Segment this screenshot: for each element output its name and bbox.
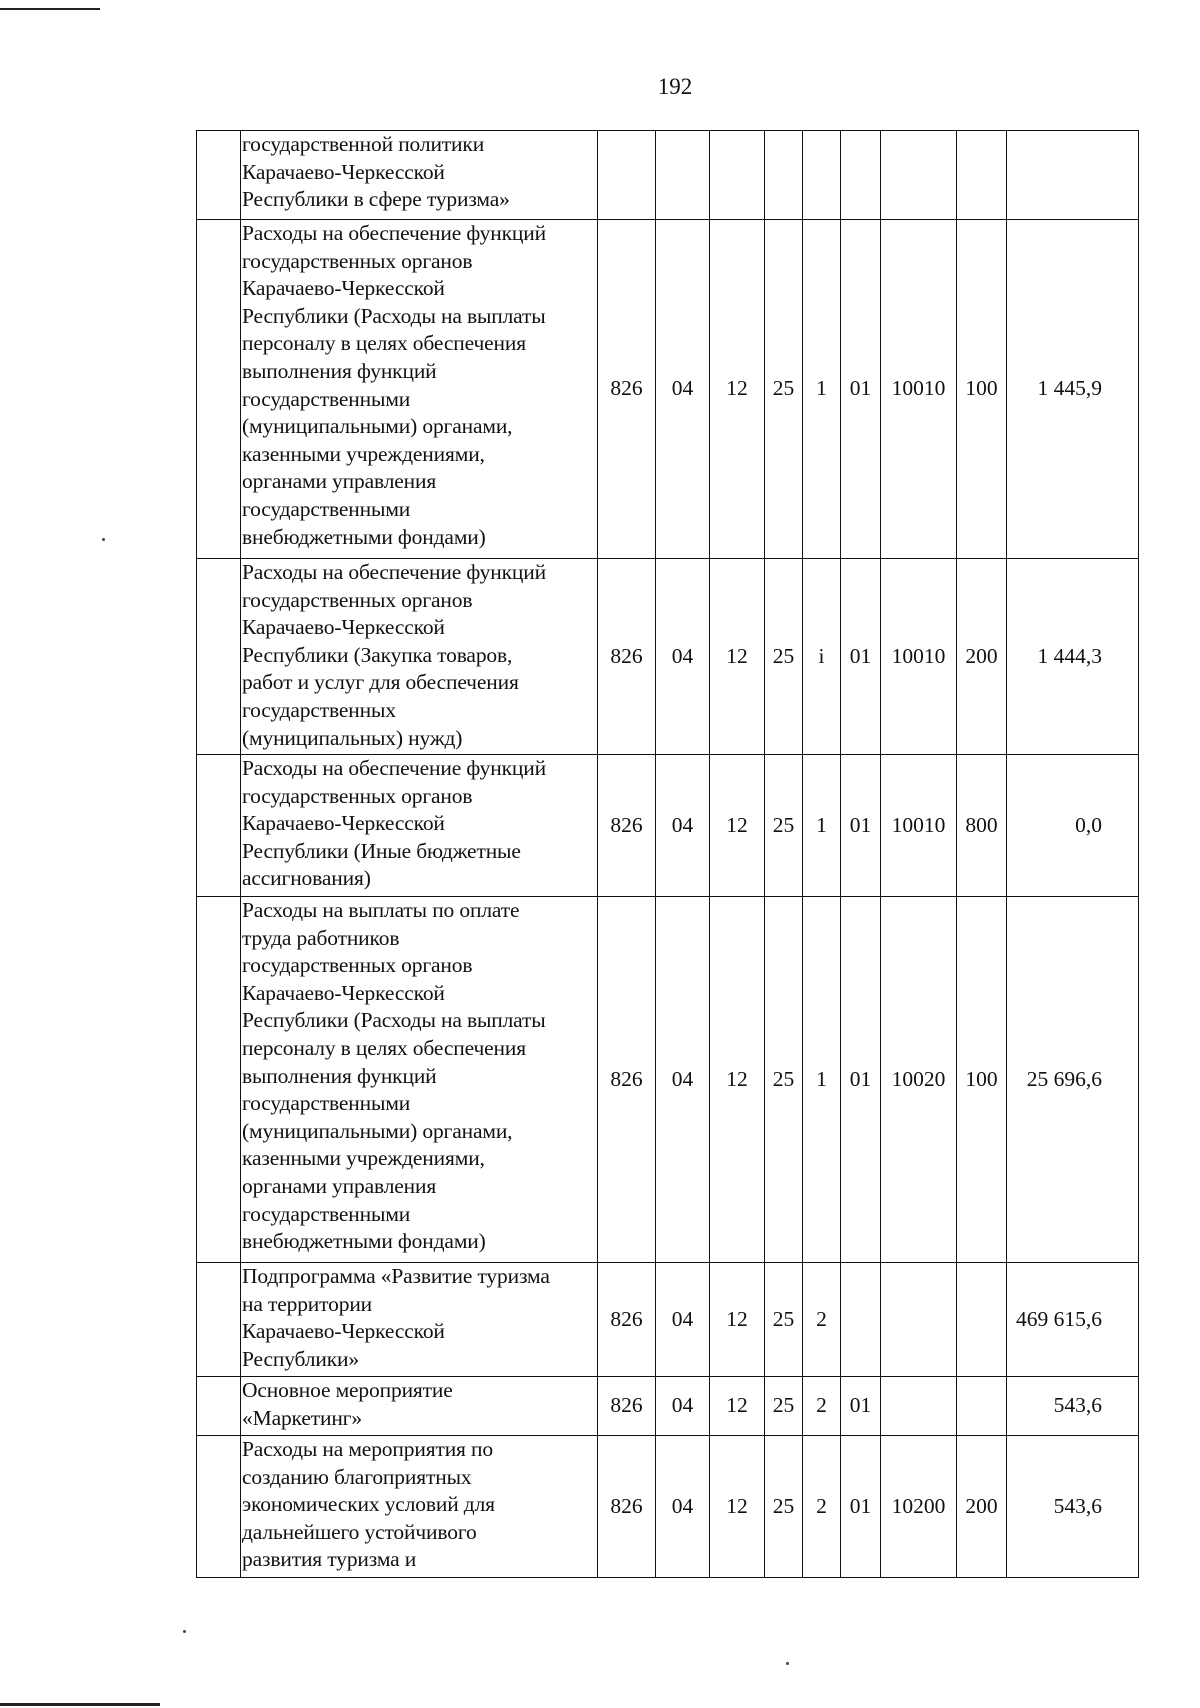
section-cell: 04	[656, 897, 710, 1263]
row-name-cell: Расходы на обеспечение функций государственных органов Карачаево-Черкесской Республики (Закупка товаров, работ и услуг для обеспечения государственных (муниципальных) нужд)	[241, 559, 598, 755]
direction-cell	[881, 1263, 957, 1377]
subsection-cell: 12	[710, 897, 765, 1263]
row-index-cell	[197, 220, 241, 559]
ved-cell: 826	[598, 897, 656, 1263]
subprogram-cell: 2	[803, 1377, 841, 1436]
expense-type-cell: 200	[957, 559, 1007, 755]
subprogram-cell: 2	[803, 1263, 841, 1377]
program-cell	[765, 131, 803, 220]
amount-cell	[1007, 131, 1139, 220]
row-name-cell: Расходы на выплаты по оплате труда работников государственных органов Карачаево-Черкесской Республики (Расходы на выплаты персоналу в целях обеспечения выполнения функций государственными (муниципальными) органами, казенными учреждениями, органами управления государственными внебюджетными фондами)	[241, 897, 598, 1263]
ved-cell: 826	[598, 559, 656, 755]
scan-edge-mark	[72, 8, 100, 10]
row-index-cell	[197, 897, 241, 1263]
table-row	[197, 220, 1139, 559]
section-cell: 04	[656, 1436, 710, 1578]
event-cell: 01	[841, 220, 881, 559]
ved-cell	[598, 131, 656, 220]
page-number: 192	[657, 74, 693, 99]
row-name-cell: государственной политики Карачаево-Черкесской Республики в сфере туризма»	[241, 131, 598, 220]
subsection-cell	[710, 131, 765, 220]
event-cell: 01	[841, 1377, 881, 1436]
scan-speck	[183, 1630, 186, 1633]
section-cell: 04	[656, 559, 710, 755]
scan-speck	[786, 1662, 789, 1665]
subsection-cell: 12	[710, 220, 765, 559]
table-row	[197, 1436, 1139, 1578]
direction-cell: 10020	[881, 897, 957, 1263]
table-row	[197, 1263, 1139, 1377]
row-name-cell: Основное мероприятие «Маркетинг»	[241, 1377, 598, 1436]
subsection-cell: 12	[710, 559, 765, 755]
ved-cell: 826	[598, 220, 656, 559]
expense-type-cell: 800	[957, 755, 1007, 897]
expense-type-cell	[957, 1377, 1007, 1436]
event-cell: 01	[841, 755, 881, 897]
direction-cell: 10010	[881, 220, 957, 559]
budget-table	[196, 130, 1139, 1578]
subprogram-cell: 1	[803, 755, 841, 897]
direction-cell: 10010	[881, 559, 957, 755]
section-cell: 04	[656, 1377, 710, 1436]
subprogram-cell: 1	[803, 220, 841, 559]
event-cell	[841, 131, 881, 220]
row-name-cell: Подпрограмма «Развитие туризма на территории Карачаево-Черкесской Республики»	[241, 1263, 598, 1377]
amount-cell: 543,6	[1007, 1377, 1139, 1436]
row-name-cell: Расходы на обеспечение функций государственных органов Карачаево-Черкесской Республики (Иные бюджетные ассигнования)	[241, 755, 598, 897]
amount-cell: 1 444,3	[1007, 559, 1139, 755]
ved-cell: 826	[598, 1436, 656, 1578]
subsection-cell: 12	[710, 755, 765, 897]
expense-type-cell	[957, 131, 1007, 220]
event-cell	[841, 1263, 881, 1377]
ved-cell: 826	[598, 1263, 656, 1377]
expense-type-cell: 100	[957, 897, 1007, 1263]
table-row	[197, 897, 1139, 1263]
row-index-cell	[197, 755, 241, 897]
subsection-cell: 12	[710, 1377, 765, 1436]
section-cell: 04	[656, 220, 710, 559]
section-cell: 04	[656, 1263, 710, 1377]
subprogram-cell: 2	[803, 1436, 841, 1578]
ved-cell: 826	[598, 755, 656, 897]
row-index-cell	[197, 1377, 241, 1436]
direction-cell: 10010	[881, 755, 957, 897]
expense-type-cell: 200	[957, 1436, 1007, 1578]
subsection-cell: 12	[710, 1263, 765, 1377]
table-row	[197, 1377, 1139, 1436]
amount-cell: 543,6	[1007, 1436, 1139, 1578]
direction-cell	[881, 131, 957, 220]
program-cell: 25	[765, 1436, 803, 1578]
section-cell	[656, 131, 710, 220]
expense-type-cell	[957, 1263, 1007, 1377]
program-cell: 25	[765, 220, 803, 559]
expense-type-cell: 100	[957, 220, 1007, 559]
scan-speck	[102, 538, 105, 541]
program-cell: 25	[765, 559, 803, 755]
amount-cell: 0,0	[1007, 755, 1139, 897]
row-name-cell: Расходы на обеспечение функций государственных органов Карачаево-Черкесской Республики (Расходы на выплаты персоналу в целях обеспечения выполнения функций государственными (муниципальными) органами, казенными учреждениями, органами управления государственными внебюджетными фондами)	[241, 220, 598, 559]
subprogram-cell	[803, 131, 841, 220]
ved-cell: 826	[598, 1377, 656, 1436]
row-name-cell: Расходы на мероприятия по созданию благоприятных экономических условий для дальнейшего устойчивого развития туризма и	[241, 1436, 598, 1578]
amount-cell: 25 696,6	[1007, 897, 1139, 1263]
program-cell: 25	[765, 897, 803, 1263]
row-index-cell	[197, 559, 241, 755]
event-cell: 01	[841, 1436, 881, 1578]
subprogram-cell: i	[803, 559, 841, 755]
subsection-cell: 12	[710, 1436, 765, 1578]
section-cell: 04	[656, 755, 710, 897]
table-row	[197, 559, 1139, 755]
event-cell: 01	[841, 559, 881, 755]
table-row	[197, 131, 1139, 220]
row-index-cell	[197, 131, 241, 220]
subprogram-cell: 1	[803, 897, 841, 1263]
event-cell: 01	[841, 897, 881, 1263]
amount-cell: 1 445,9	[1007, 220, 1139, 559]
program-cell: 25	[765, 1263, 803, 1377]
amount-cell: 469 615,6	[1007, 1263, 1139, 1377]
program-cell: 25	[765, 1377, 803, 1436]
table-row	[197, 755, 1139, 897]
direction-cell: 10200	[881, 1436, 957, 1578]
row-index-cell	[197, 1436, 241, 1578]
program-cell: 25	[765, 755, 803, 897]
row-index-cell	[197, 1263, 241, 1377]
scan-edge-mark	[0, 1703, 160, 1706]
direction-cell	[881, 1377, 957, 1436]
